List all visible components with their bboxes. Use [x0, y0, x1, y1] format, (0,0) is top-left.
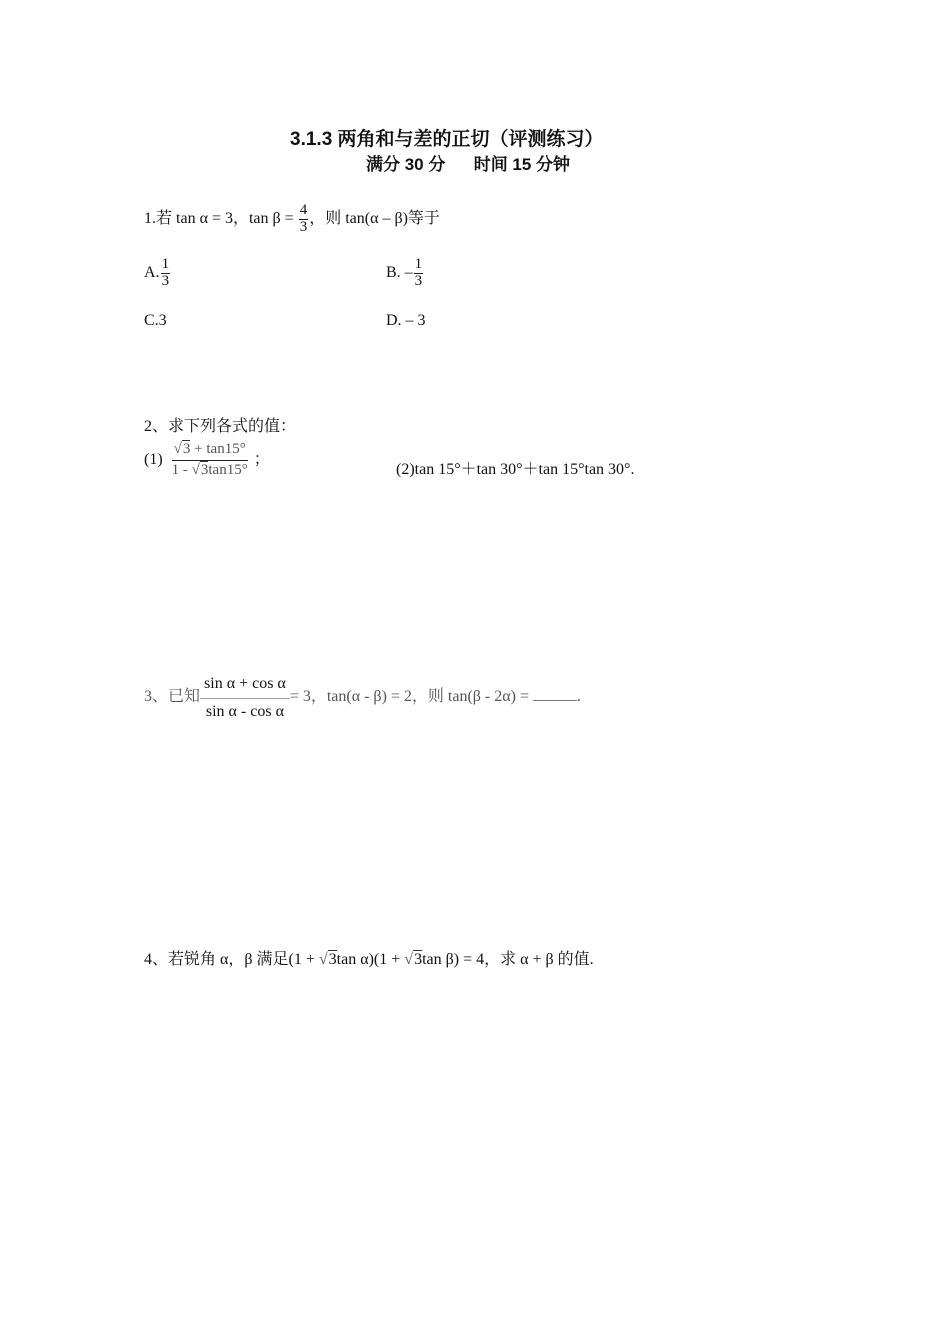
question-2-stem: 2、求下列各式的值： [144, 418, 297, 435]
q1-option-b-label: B. – [386, 263, 413, 281]
q3-num: sin α + cos α [200, 674, 290, 699]
q4-mid-2: tan β) = 4，求 α + β 的值. [422, 951, 594, 968]
q1-frac-den: 3 [299, 218, 308, 235]
q1-cond2: tan β = [248, 209, 298, 227]
q1-option-b [386, 257, 424, 290]
q2-part-1-num-tail: + tan15° [190, 441, 246, 457]
q3-fraction [200, 674, 290, 721]
q1-option-b-fraction [414, 257, 424, 290]
q2-part-2: (2)tan 15°＋tan 30°＋tan 15°tan 30°. [396, 461, 635, 478]
question-4: 4、若锐角 α，β 满足(1 + √3tan α)(1 + √3tan β) = 4，求 α + β 的值. [144, 951, 594, 968]
q1-option-a [144, 257, 171, 290]
page-subtitle: 满分 30 分 时间 15 分钟 [366, 155, 571, 174]
q3-mid: = 3，tan(α - β) = 2，则 tan(β - 2α) = [289, 687, 533, 705]
q2-part-1-den-tail: tan15° [208, 461, 248, 478]
q4-mid-1: tan α)(1 + [336, 951, 405, 968]
q1-fraction [299, 203, 309, 236]
q1-tail: ，则 tan(α – β)等于 [309, 209, 440, 227]
q3-answer-blank [533, 700, 577, 701]
q1-option-b-den: 3 [414, 272, 423, 289]
q2-part-1-label: (1) [144, 450, 163, 468]
q2-part-1-num: √3 + tan15° [172, 442, 248, 461]
q3-end: . [577, 687, 581, 705]
q3-prefix: 3、已知 [144, 687, 201, 705]
q1-option-c: C.3 [144, 312, 167, 329]
q2-part-1-fraction [171, 442, 249, 479]
q1-option-a-fraction [161, 257, 171, 290]
q1-option-b-num: 1 [414, 256, 423, 272]
q2-part-1-den-radicand: 3 [200, 461, 209, 478]
q1-frac-num: 4 [299, 202, 308, 218]
q1-option-a-label: A. [144, 263, 160, 281]
q1-option-a-num: 1 [161, 256, 170, 272]
q4-prefix: 4、若锐角 α，β 满足(1 + [144, 951, 319, 968]
q3-den: sin α - cos α [205, 702, 284, 720]
page-title: 3.1.3 两角和与差的正切（评测练习） [290, 129, 604, 150]
q2-part-1-den-head: 1 - [171, 461, 192, 478]
q2-part-1-den: 1 - √3tan15° [171, 461, 248, 478]
q2-part-1-num-radicand: 3 [182, 441, 191, 457]
q4-radicand-1: 3 [328, 951, 337, 968]
question-3 [144, 674, 581, 721]
q1-option-a-den: 3 [161, 272, 170, 289]
q1-prefix: 1.若 [144, 209, 177, 227]
q2-part-1-end: ； [253, 450, 270, 468]
question-1-stem [144, 203, 440, 236]
q4-radicand-2: 3 [414, 951, 423, 968]
q1-option-d: D. – 3 [386, 312, 426, 329]
q2-part-1 [144, 442, 270, 479]
q1-cond1: tan α = 3， [176, 209, 249, 227]
